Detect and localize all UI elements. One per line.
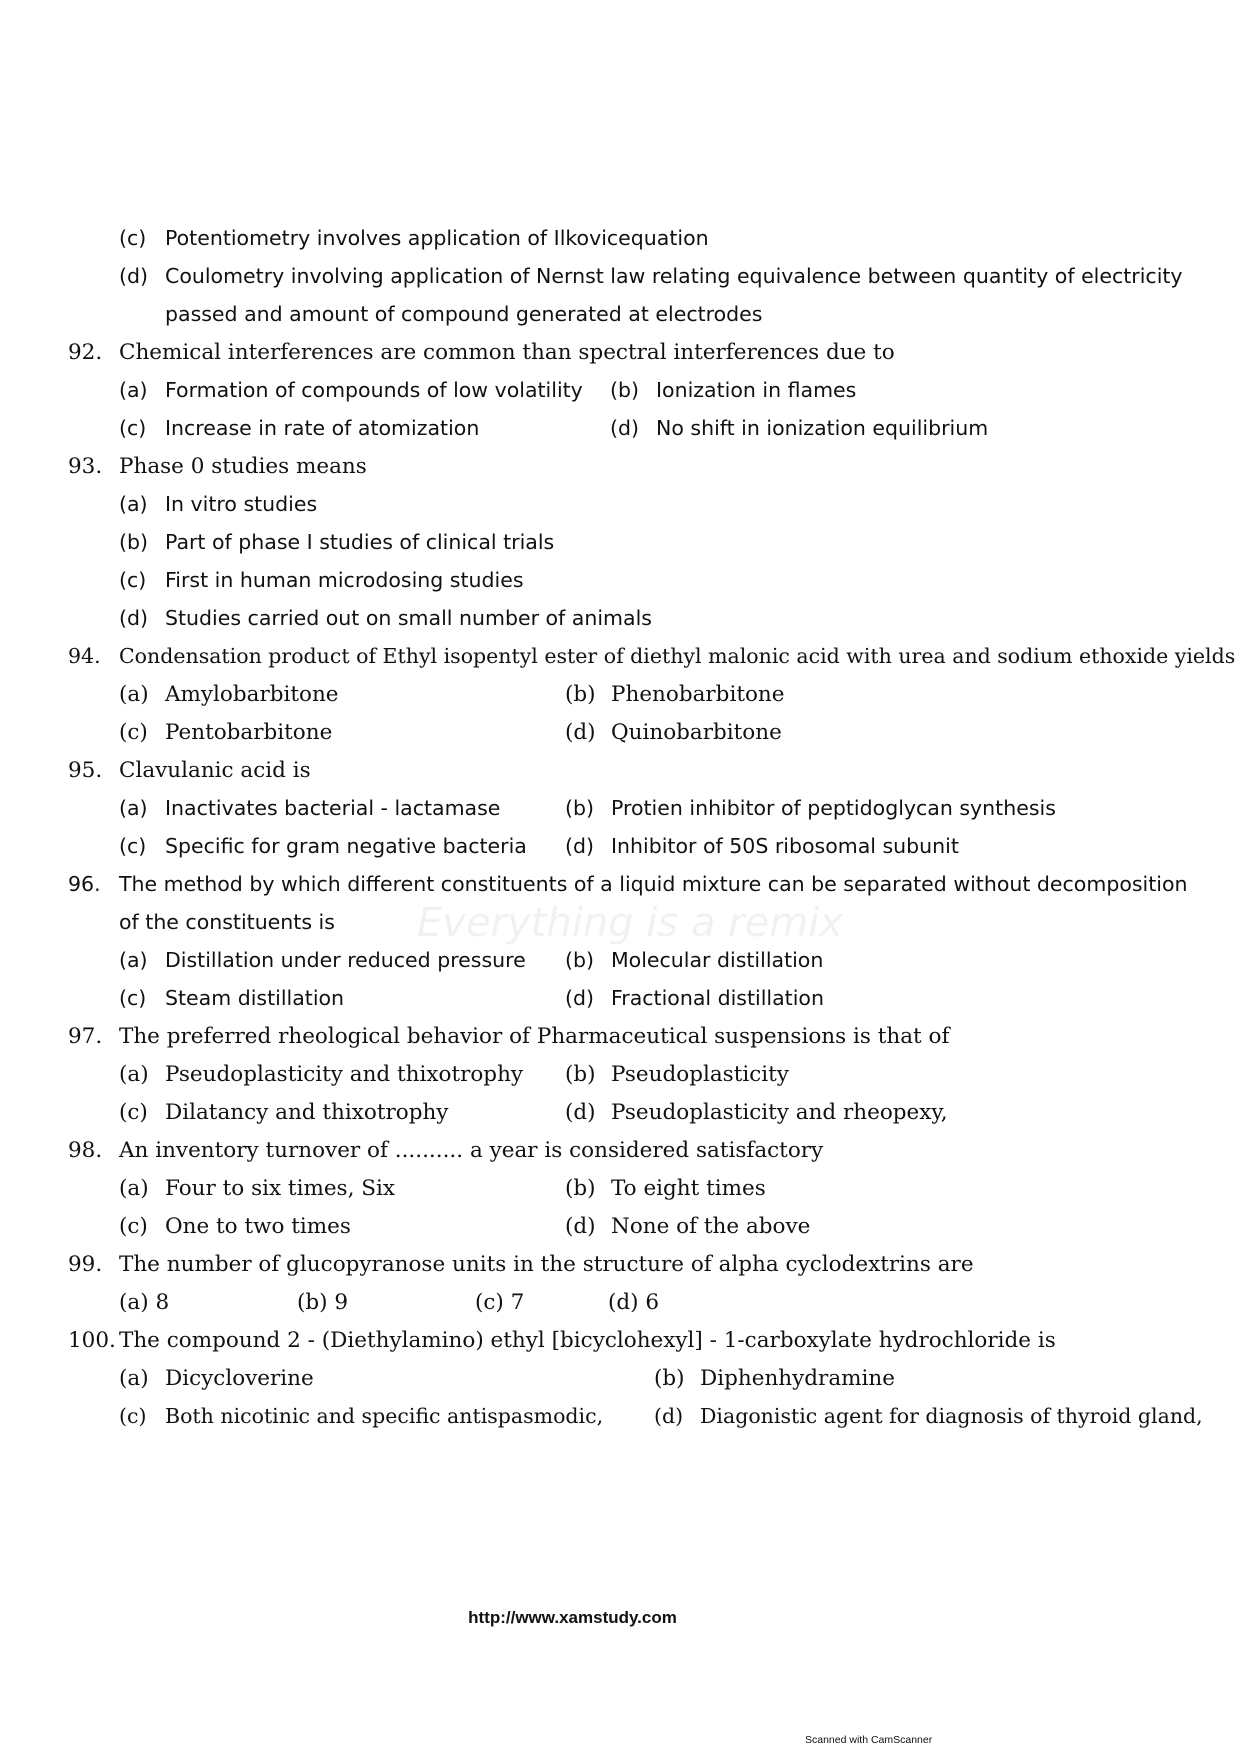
q100-option-b bbox=[654, 1366, 895, 1391]
q95-option-b bbox=[565, 796, 1056, 820]
q91-option-d bbox=[119, 264, 1183, 288]
question-number: 94. bbox=[68, 644, 101, 668]
option-label: (a) bbox=[119, 1062, 149, 1087]
q93-option-b bbox=[119, 530, 554, 554]
option-label: (d) bbox=[119, 606, 149, 630]
option-text: Increase in rate of atomization bbox=[165, 416, 480, 440]
option-text: 7 bbox=[510, 1290, 525, 1315]
option-text: Both nicotinic and specific antispasmodic, bbox=[165, 1404, 604, 1428]
option-label: (c) bbox=[475, 1290, 504, 1315]
option-text: Inhibitor of 50S ribosomal subunit bbox=[611, 834, 959, 858]
q96-option-d bbox=[565, 986, 824, 1010]
option-text: One to two times bbox=[165, 1214, 351, 1239]
q99-option-a bbox=[119, 1290, 169, 1315]
option-text: In vitro studies bbox=[165, 492, 318, 516]
option-label: (b) bbox=[610, 378, 640, 402]
option-label: (c) bbox=[119, 1100, 148, 1125]
q95-option-d bbox=[565, 834, 959, 858]
footer-url[interactable]: http://www.xamstudy.com bbox=[468, 1608, 677, 1627]
q92-option-c bbox=[119, 416, 479, 440]
question-number: 98. bbox=[68, 1138, 103, 1163]
q97-option-d bbox=[565, 1100, 948, 1125]
option-text: To eight times bbox=[611, 1176, 766, 1201]
question-number: 93. bbox=[68, 454, 103, 479]
question-text: Clavulanic acid is bbox=[119, 758, 311, 783]
q94-option-b bbox=[565, 682, 784, 707]
option-label: (a) bbox=[119, 682, 149, 707]
q98-option-c bbox=[119, 1214, 351, 1239]
q93-option-a bbox=[119, 492, 317, 516]
option-label: (b) bbox=[654, 1366, 685, 1391]
option-label: (d) bbox=[119, 264, 149, 288]
q94-option-a bbox=[119, 682, 339, 707]
option-label: (b) bbox=[565, 682, 596, 707]
option-text: Molecular distillation bbox=[611, 948, 824, 972]
option-text: First in human microdosing studies bbox=[165, 568, 524, 592]
question-96-continued: of the constituents is bbox=[119, 910, 335, 934]
option-text: Protien inhibitor of peptidoglycan synthesis bbox=[611, 796, 1056, 820]
scanner-credit: Scanned with CamScanner bbox=[805, 1734, 933, 1746]
question-number: 97. bbox=[68, 1024, 103, 1049]
option-text: Formation of compounds of low volatility bbox=[165, 378, 583, 402]
q97-option-c bbox=[119, 1100, 448, 1125]
question-text: The number of glucopyranose units in the structure of alpha cyclodextrins are bbox=[119, 1252, 974, 1277]
option-label: (a) bbox=[119, 378, 148, 402]
q95-option-a bbox=[119, 796, 500, 820]
option-text: Amylobarbitone bbox=[165, 682, 339, 707]
option-text: Coulometry involving application of Nernst law relating equivalence between quantity of electricity bbox=[165, 264, 1183, 288]
option-label: (d) bbox=[565, 986, 595, 1010]
q100-option-d bbox=[654, 1404, 1203, 1428]
q96-option-c bbox=[119, 986, 344, 1010]
option-text: Diagonistic agent for diagnosis of thyroid gland, bbox=[700, 1404, 1203, 1428]
option-label: (c) bbox=[119, 416, 147, 440]
option-text: Phenobarbitone bbox=[611, 682, 785, 707]
option-text: Dicycloverine bbox=[165, 1366, 314, 1391]
q99-option-b bbox=[297, 1290, 348, 1315]
q95-option-c bbox=[119, 834, 527, 858]
question-text: Condensation product of Ethyl isopentyl ester of diethyl malonic acid with urea and sodium ethoxide yields bbox=[119, 644, 1236, 668]
q98-option-b bbox=[565, 1176, 766, 1201]
option-text: 8 bbox=[155, 1290, 170, 1315]
watermark-text: Everything is a remix bbox=[417, 900, 843, 946]
q96-option-a bbox=[119, 948, 526, 972]
option-label: (d) bbox=[565, 1100, 596, 1125]
option-text: Pseudoplasticity and thixotrophy bbox=[165, 1062, 524, 1087]
option-label: (b) bbox=[565, 1062, 596, 1087]
option-label: (b) bbox=[297, 1290, 328, 1315]
q93-option-c bbox=[119, 568, 524, 592]
q92-option-a bbox=[119, 378, 583, 402]
option-label: (c) bbox=[119, 834, 147, 858]
option-label: (c) bbox=[119, 568, 147, 592]
option-text: Pseudoplasticity and rheopexy, bbox=[611, 1100, 948, 1125]
q98-option-a bbox=[119, 1176, 395, 1201]
option-text: Dilatancy and thixotrophy bbox=[165, 1100, 449, 1125]
option-label: (d) bbox=[608, 1290, 639, 1315]
q99-option-c bbox=[475, 1290, 524, 1315]
option-label: (c) bbox=[119, 226, 147, 250]
q93-option-d bbox=[119, 606, 652, 630]
option-label: (a) bbox=[119, 796, 148, 820]
q100-option-a bbox=[119, 1366, 314, 1391]
option-text: 9 bbox=[334, 1290, 349, 1315]
question-number: 96. bbox=[68, 872, 101, 896]
option-label: (d) bbox=[610, 416, 640, 440]
option-text: 6 bbox=[645, 1290, 660, 1315]
option-label: (d) bbox=[565, 720, 596, 745]
q91-option-d-continued: passed and amount of compound generated at electrodes bbox=[165, 302, 763, 326]
question-text: The compound 2 - (Diethylamino) ethyl [bicyclohexyl] - 1-carboxylate hydrochloride is bbox=[119, 1328, 1056, 1353]
option-label: (a) bbox=[119, 492, 148, 516]
option-text: Diphenhydramine bbox=[700, 1366, 895, 1391]
question-number: 92. bbox=[68, 340, 103, 365]
q94-option-d bbox=[565, 720, 782, 745]
option-text: Specific for gram negative bacteria bbox=[165, 834, 527, 858]
option-label: (c) bbox=[119, 720, 148, 745]
option-label: (d) bbox=[654, 1404, 684, 1428]
option-text: Four to six times, Six bbox=[165, 1176, 395, 1201]
q92-option-b bbox=[610, 378, 856, 402]
option-label: (d) bbox=[565, 1214, 596, 1239]
q99-option-d bbox=[608, 1290, 659, 1315]
option-text: Potentiometry involves application of Ilkovicequation bbox=[165, 226, 709, 250]
option-text: Inactivates bacterial - lactamase bbox=[165, 796, 501, 820]
option-text: Pseudoplasticity bbox=[611, 1062, 789, 1087]
option-label: (c) bbox=[119, 1214, 148, 1239]
option-label: (b) bbox=[565, 1176, 596, 1201]
option-label: (b) bbox=[565, 948, 595, 972]
q91-option-c bbox=[119, 226, 709, 250]
option-label: (b) bbox=[565, 796, 595, 820]
q97-option-b bbox=[565, 1062, 789, 1087]
option-text: None of the above bbox=[611, 1214, 811, 1239]
question-number: 95. bbox=[68, 758, 103, 783]
option-text: Part of phase I studies of clinical trials bbox=[165, 530, 555, 554]
option-text: Ionization in flames bbox=[656, 378, 857, 402]
question-number: 99. bbox=[68, 1252, 103, 1277]
q100-option-c bbox=[119, 1404, 603, 1428]
q96-option-b bbox=[565, 948, 823, 972]
q97-option-a bbox=[119, 1062, 523, 1087]
option-label: (a) bbox=[119, 1290, 149, 1315]
option-text: Quinobarbitone bbox=[611, 720, 782, 745]
option-label: (a) bbox=[119, 948, 148, 972]
option-text: Distillation under reduced pressure bbox=[165, 948, 526, 972]
option-label: (c) bbox=[119, 986, 147, 1010]
question-text: An inventory turnover of .......... a year is considered satisfactory bbox=[119, 1138, 824, 1163]
q92-option-d bbox=[610, 416, 988, 440]
q98-option-d bbox=[565, 1214, 810, 1239]
option-text: Studies carried out on small number of animals bbox=[165, 606, 652, 630]
option-text: Fractional distillation bbox=[611, 986, 824, 1010]
question-text: Phase 0 studies means bbox=[119, 454, 367, 479]
option-text: Steam distillation bbox=[165, 986, 345, 1010]
option-text: No shift in ionization equilibrium bbox=[656, 416, 989, 440]
question-number: 100. bbox=[68, 1328, 116, 1353]
option-label: (b) bbox=[119, 530, 149, 554]
q94-option-c bbox=[119, 720, 332, 745]
option-label: (d) bbox=[565, 834, 595, 858]
option-label: (c) bbox=[119, 1404, 147, 1428]
question-text: Chemical interferences are common than spectral interferences due to bbox=[119, 340, 895, 365]
question-text: The preferred rheological behavior of Pharmaceutical suspensions is that of bbox=[119, 1024, 950, 1049]
option-label: (a) bbox=[119, 1176, 149, 1201]
option-label: (a) bbox=[119, 1366, 149, 1391]
option-text: Pentobarbitone bbox=[165, 720, 333, 745]
question-text: The method by which different constituents of a liquid mixture can be separated without decomposition bbox=[119, 872, 1188, 896]
